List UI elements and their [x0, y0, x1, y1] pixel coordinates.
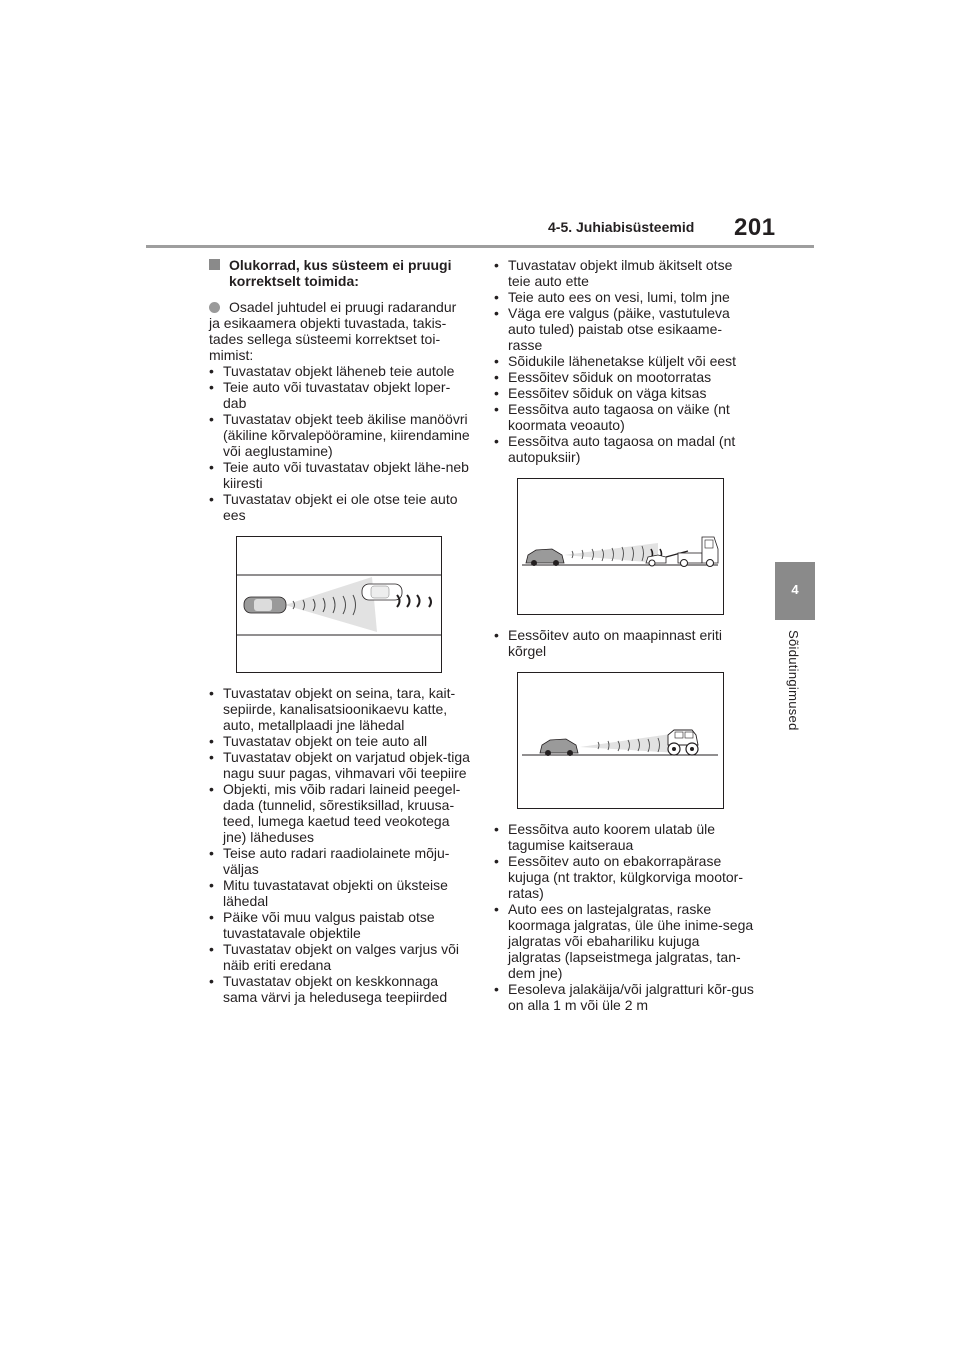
left-column: [209, 257, 471, 1005]
list-item: • Tuvastatav objekt on keskkonnaga sama värvi ja heledusega teepiirded: [209, 973, 471, 1005]
list-item: • Eessõitev sõiduk on mootorratas: [494, 369, 756, 385]
intro-text: Osadel juhtudel ei pruugi radarandur ja esikaamera objekti tuvastada, takis-tades sellega süsteemi korrektset toi-mimist:: [209, 299, 457, 363]
chapter-tab: [775, 562, 815, 620]
list-item: • Tuvastatav objekt ilmub äkitselt otse teie auto ette: [494, 257, 756, 289]
list-item: • Tuvastatav objekt on valges varjus või näib eriti eredana: [209, 941, 471, 973]
list-item: • Tuvastatav objekt läheneb teie autole: [209, 363, 471, 379]
list-item: • Tuvastatav objekt on seina, tara, kait-sepiirde, kanalisatsioonikaevu katte, auto, metallplaadi jne lähedal: [209, 685, 471, 733]
list-item: • Tuvastatav objekt ei ole otse teie auto ees: [209, 491, 471, 523]
list-item: • Eesoleva jalakäija/või jalgratturi kõr-gus on alla 1 m või üle 2 m: [494, 981, 756, 1013]
gray-square-icon: [209, 259, 220, 270]
list-item: • Eessõitva auto tagaosa on väike (nt koormata veoauto): [494, 401, 756, 433]
radar-detection-drawing: [237, 537, 441, 672]
list-item: • Eessõitev auto on maapinnast eriti kõrgel: [494, 627, 756, 659]
high-vehicle-illustration: [517, 672, 724, 809]
list-item: • Väga ere valgus (päike, vastutuleva auto tuled) paistab otse esikaame-rasse: [494, 305, 756, 353]
right-column: [494, 257, 756, 1013]
list-item: • Teie auto ees on vesi, lumi, tolm jne: [494, 289, 756, 305]
list-item: • Teie auto või tuvastatav objekt lähe-neb kiiresti: [209, 459, 471, 491]
chapter-label: Sõidutingimused: [786, 630, 801, 731]
condition-list: [209, 363, 471, 523]
list-item: • Auto ees on lastejalgratas, raske koormaga jalgratas, üle ühe inime-sega jalgratas või ebahariliku kujuga jalgratas (lapseistmega jalgratas, tan-dem jne): [494, 901, 756, 981]
list-item: • Eessõitva auto tagaosa on madal (nt autopuksiir): [494, 433, 756, 465]
tow-truck-illustration: [517, 478, 724, 615]
condition-list: [494, 821, 756, 1013]
condition-list: [494, 257, 756, 465]
list-item: • Sõidukile lähenetakse küljelt või eest: [494, 353, 756, 369]
page-number: 201: [734, 214, 776, 241]
chapter-number: 4: [791, 582, 799, 597]
section-heading-text: Olukorrad, kus süsteem ei pruugi korrektselt toimida:: [229, 257, 452, 289]
list-item: • Teise auto radari raadiolainete mõju-väljas: [209, 845, 471, 877]
list-item: • Tuvastatav objekt on teie auto all: [209, 733, 471, 749]
gray-circle-icon: [209, 302, 220, 313]
list-item: • Tuvastatav objekt on varjatud objek-tiga nagu suur pagas, vihmavari või teepiire: [209, 749, 471, 781]
section-title: 4-5. Juhiabisüsteemid: [548, 219, 695, 235]
list-item: • Mitu tuvastatavat objekti on üksteise lähedal: [209, 877, 471, 909]
header-rule: [146, 245, 814, 248]
list-item: • Eessõitev auto on ebakorrapärase kujuga (nt traktor, külgkorviga mootor-ratas): [494, 853, 756, 901]
list-item: • Päike või muu valgus paistab otse tuvastatavale objektile: [209, 909, 471, 941]
list-item: • Tuvastatav objekt teeb äkilise manöövri (äkiline kõrvalepööramine, kiirendamine või aeglustamine): [209, 411, 471, 459]
radar-detection-illustration: [236, 536, 442, 673]
list-item: • Eessõitev sõiduk on väga kitsas: [494, 385, 756, 401]
high-vehicle-drawing: [518, 673, 723, 808]
list-item: • Teie auto või tuvastatav objekt loper-dab: [209, 379, 471, 411]
condition-list: [209, 685, 471, 1005]
intro-paragraph: [209, 299, 471, 363]
list-item: • Eessõitva auto koorem ulatab üle tagumise kaitseraua: [494, 821, 756, 853]
section-heading: [209, 257, 471, 289]
tow-truck-drawing: [518, 479, 723, 614]
condition-list: [494, 627, 756, 659]
list-item: • Objekti, mis võib radari laineid peegel-dada (tunnelid, sõrestiksillad, kruusa-teed, lumega kaetud teed veokotega jne) läheduses: [209, 781, 471, 845]
